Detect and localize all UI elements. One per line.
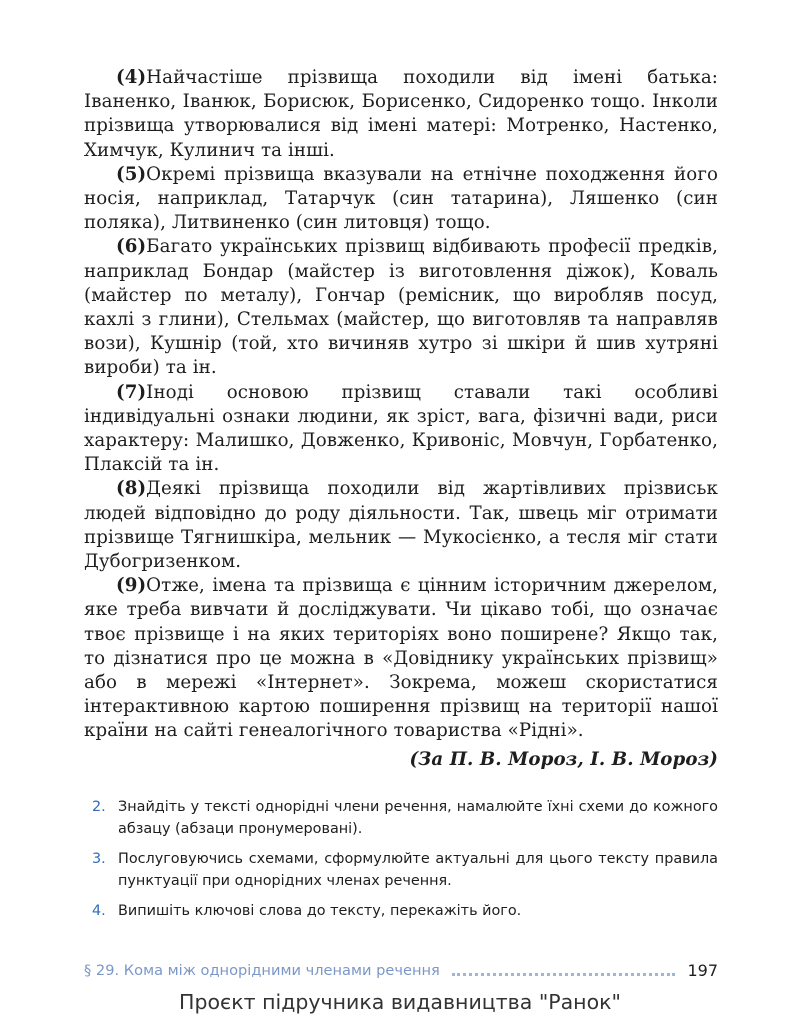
paragraph-8 [84, 477, 718, 574]
publisher-watermark: Проєкт підручника видавництва "Ранок" [179, 990, 621, 1014]
paragraph-text: Деякі прізвища походили від жартівливих прізвиськ людей відповідно до роду діяльности. Так, швець міг отримати прізвище Тягнишкіра, мельник — Мукосієнко, а тесля міг стати Дубогризенком. [84, 478, 718, 573]
section-title: § 29. Кома між однорідними членами речення [84, 961, 440, 979]
task-list [92, 796, 718, 930]
paragraph-text: Найчастіше прізвища походили від імені батька: Іваненко, Іванюк, Борисюк, Борисенко, Сидоренко тощо. Інколи прізвища утворювалися від імені матері: Мотренко, Настенко, Химчук, Кулинич та інші. [84, 67, 718, 161]
paragraph-text: Отже, імена та прізвища є цінним історичним джерелом, яке треба вивчати й досліджувати. Чи цікаво тобі, що означає твоє прізвище і на яких територіях воно поширене? Якщо так, то дізнатися про це можна в «Довіднику українських прізвищ» або в мережі «Інтернет». Зокрема, можеш скористатися інтерактивною картою поширення прізвищ на території нашої країни на сайті генеалогічного товариства «Рідні». [84, 575, 718, 742]
source-attribution: (За П. В. Мороз, І. В. Мороз) [409, 748, 718, 770]
task-number: 3. [92, 851, 106, 867]
task-number: 4. [92, 903, 106, 919]
paragraph-text: Багато українських прізвищ відбивають професії предків, наприклад Бондар (майстер із виготовлення діжок), Коваль (майстер по металу), Гончар (ремісник, що виробляв посуд, кахлі з глини), Стельмах (майстер, що виготовляв та направляв вози), Кушнір (той, хто вичиняв хутро зі шкіри й шив хутряні вироби) та ін. [84, 236, 718, 379]
task-item [92, 900, 718, 922]
task-text: Випишіть ключові слова до тексту, перекажіть його. [118, 903, 522, 919]
paragraph-text: Іноді основою прізвищ ставали такі особливі індивідуальні ознаки людини, як зріст, вага, фізичні вади, риси характеру: Малишко, Довженко, Кривоніс, Мовчун, Горбатенко, Плаксій та ін. [84, 381, 718, 476]
page-footer [84, 958, 718, 982]
paragraph-number: (5) [116, 163, 147, 185]
task-text: Послуговуючись схемами, сформулюйте актуальні для цього тексту правила пунктуації при однорідних членах речення. [118, 851, 718, 889]
paragraph-9 [84, 574, 718, 743]
task-item [92, 848, 718, 892]
paragraph-text: Окремі прізвища вказували на етнічне походження його носія, наприклад, Татарчук (син татарина), Ляшенко (син поляка), Литвиненко (син литовця) тощо. [84, 163, 718, 234]
paragraph-5 [84, 163, 718, 236]
task-item [92, 796, 718, 840]
paragraph-number: (4) [116, 67, 147, 88]
paragraph-number: (7) [116, 381, 147, 403]
main-text [84, 66, 718, 772]
task-number: 2. [92, 799, 106, 815]
paragraph-6 [84, 235, 718, 380]
paragraph-number: (9) [116, 575, 147, 597]
paragraph-7 [84, 381, 718, 478]
paragraph-4 [84, 66, 718, 163]
task-text: Знайдіть у тексті однорідні члени речення, намалюйте їхні схеми до кожного абзацу (абзаци пронумеровані). [118, 799, 718, 837]
paragraph-number: (6) [116, 236, 147, 258]
paragraph-number: (8) [116, 478, 147, 500]
dotted-leader [452, 964, 676, 976]
page-number: 197 [687, 960, 718, 980]
